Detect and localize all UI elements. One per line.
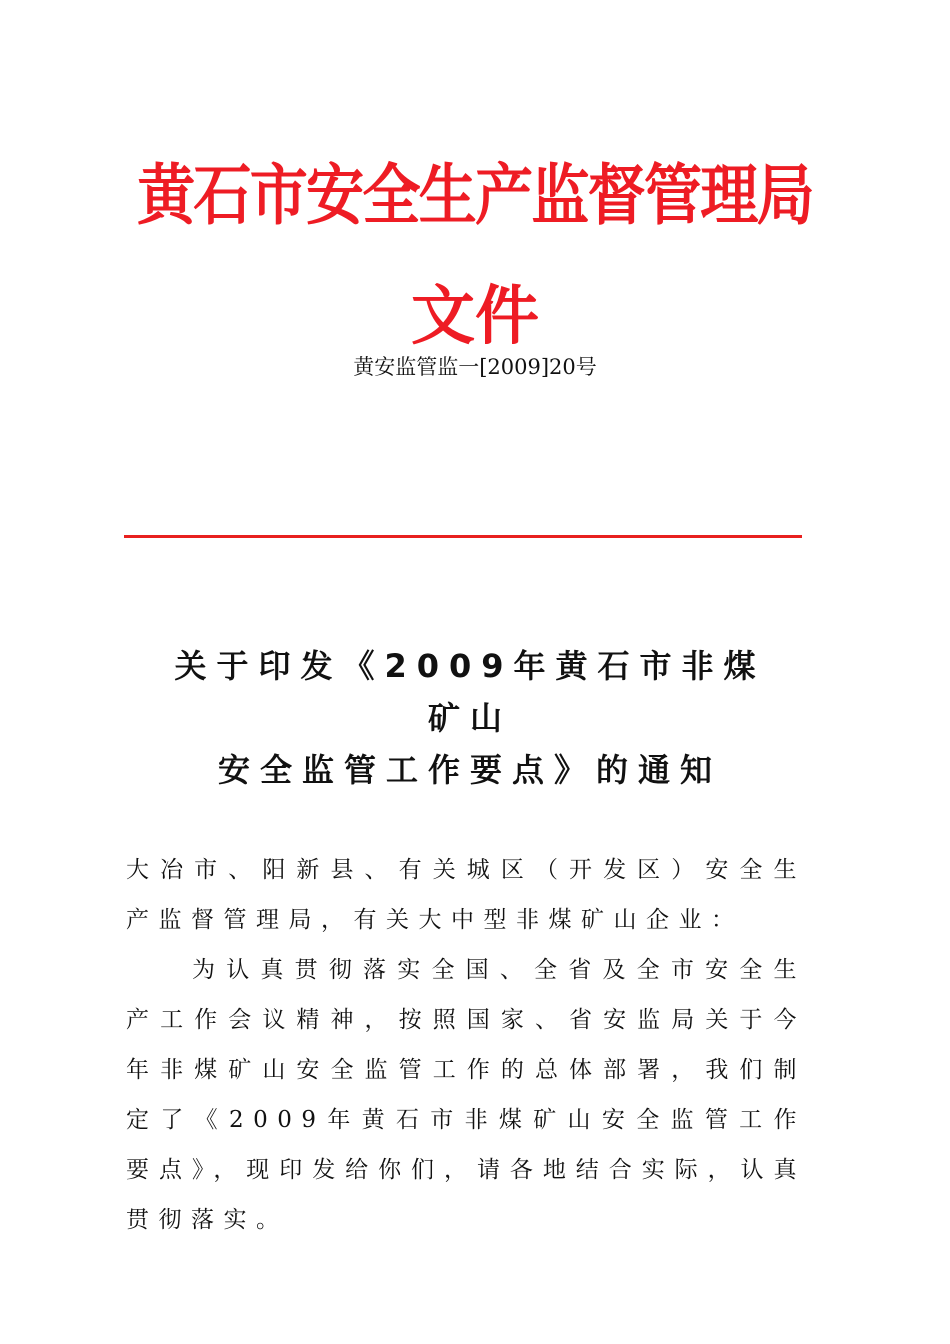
- body-paragraph: 为认真贯彻落实全国、全省及全市安全生产工作会议精神，按照国家、省安监局关于今年非煤矿山安全监管工作的总体部署，我们制定了《2009年黄石市非煤矿山安全监管工作要点》，现印发给你们，请各地结合实际，认真贯彻落实。: [126, 957, 806, 1233]
- document-body: [126, 845, 806, 1245]
- title-line-3: 安全监管工作要点》的通知: [217, 751, 722, 789]
- document-number: 黄安监管监一[2009]20号: [353, 355, 597, 379]
- document-title: [120, 640, 820, 796]
- addressee-line: 大冶市、阳新县、有关城区（开发区）安全生产监督管理局，有关大中型非煤矿山企业：: [126, 857, 806, 933]
- document-type-label: 文件: [411, 280, 539, 354]
- header-red-divider: [124, 535, 802, 538]
- title-line-2: 矿山: [427, 699, 512, 737]
- issuing-organization-name: 黄石市安全生产监督管理局: [137, 157, 813, 234]
- title-line-1: 关于印发《2009年黄石市非煤: [174, 647, 766, 685]
